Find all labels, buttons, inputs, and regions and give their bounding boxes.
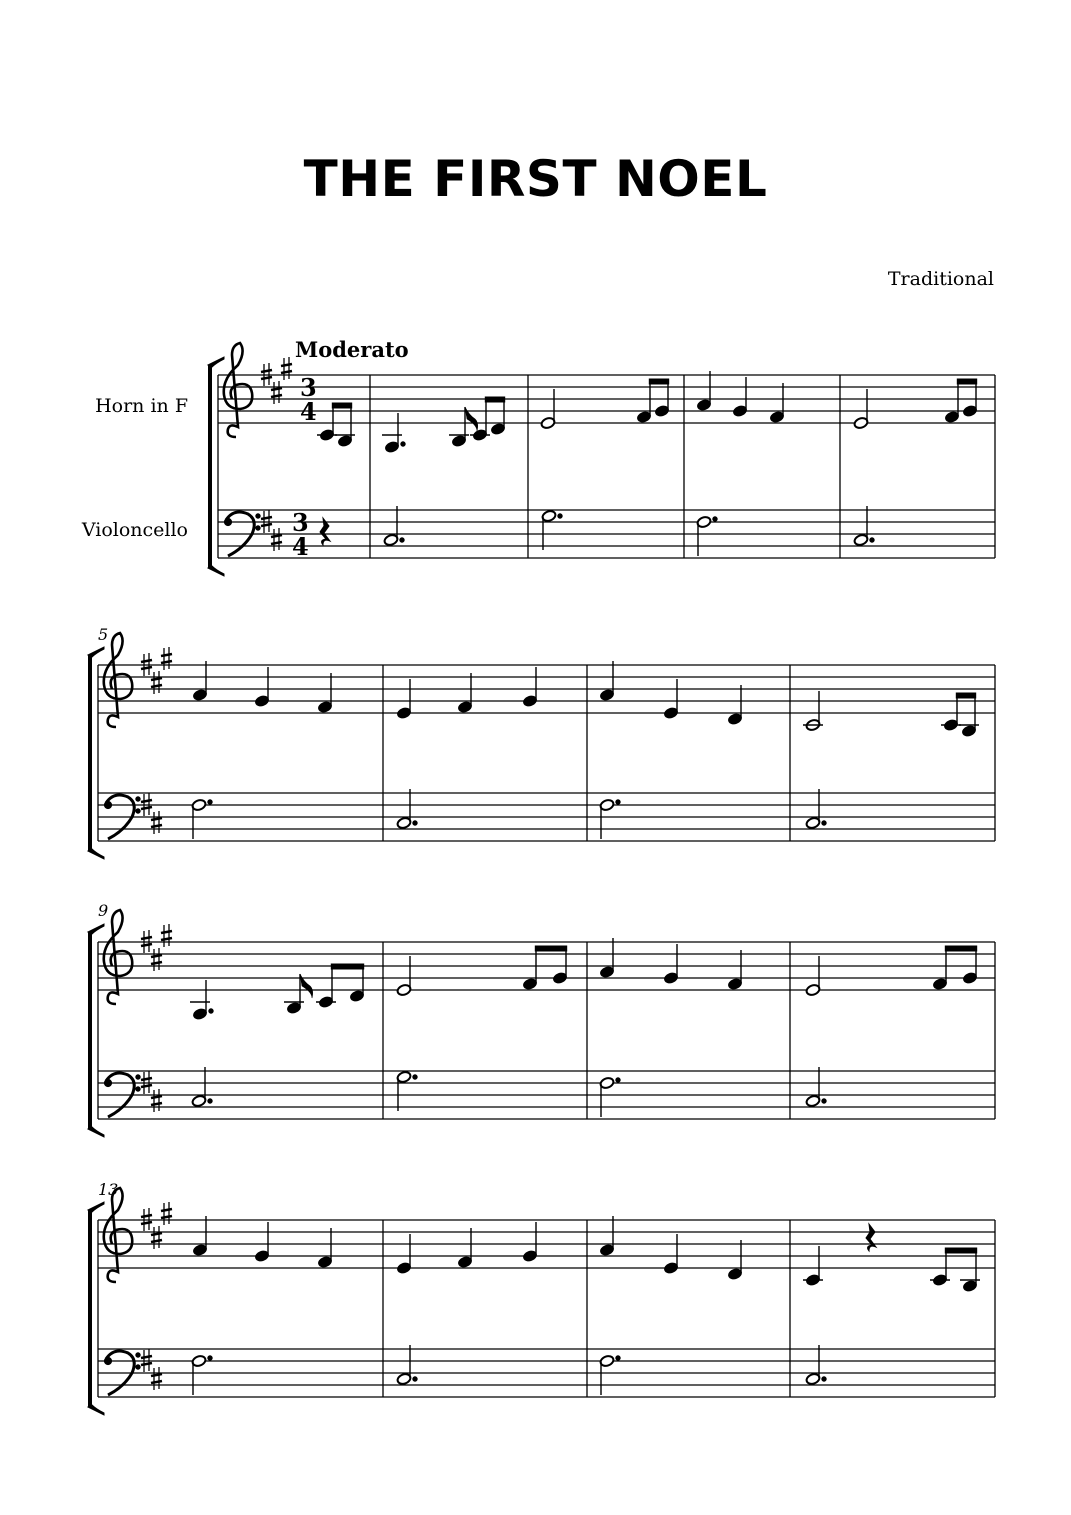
beam	[956, 693, 975, 698]
augmentation-dot	[822, 821, 826, 825]
sharp-sign	[151, 1367, 162, 1390]
staff-cello	[98, 793, 995, 841]
composer-credit: Traditional	[887, 268, 994, 290]
bracket-hook-bottom	[208, 566, 224, 576]
staff-horn	[218, 375, 995, 423]
instrument-label-horn: Horn in F	[95, 395, 188, 417]
augmentation-dot	[616, 800, 620, 804]
beam	[485, 397, 504, 402]
system-2-notes	[191, 661, 979, 839]
system-bracket	[208, 365, 212, 568]
augmentation-dot	[616, 1078, 620, 1082]
time-signature-top: 3	[300, 373, 317, 402]
beam	[331, 964, 363, 969]
sharp-sign	[271, 528, 282, 551]
augmentation-dot	[713, 517, 717, 521]
beam	[945, 946, 976, 951]
time-signature-bottom: 4	[292, 532, 309, 561]
tempo-marking: Moderato	[295, 337, 409, 362]
sharp-sign	[161, 1202, 172, 1225]
system-4-notes	[191, 1216, 980, 1395]
sharp-sign	[151, 1226, 162, 1249]
augmentation-dot	[413, 1075, 417, 1079]
augmentation-dot	[209, 1009, 213, 1013]
augmentation-dot	[208, 1099, 212, 1103]
bracket-hook-top	[88, 1202, 104, 1212]
sharp-sign	[161, 647, 172, 670]
bracket-hook-top	[88, 647, 104, 657]
score-system-4	[88, 1188, 995, 1415]
beam	[332, 403, 351, 408]
augmentation-dot	[208, 800, 212, 804]
staff-cello	[218, 510, 995, 558]
quarter-rest	[866, 1224, 876, 1251]
page-title: THE FIRST NOEL	[303, 150, 768, 208]
score-system-1	[208, 343, 995, 576]
augmentation-dot	[822, 1377, 826, 1381]
augmentation-dot	[413, 1377, 417, 1381]
staff-cello	[98, 1349, 995, 1397]
bracket-hook-top	[208, 357, 224, 367]
augmentation-dot	[400, 538, 404, 542]
score-system-2	[88, 633, 995, 859]
beam	[649, 379, 668, 384]
staff-cello	[98, 1071, 995, 1119]
system-bracket	[88, 655, 92, 851]
augmentation-dot	[401, 442, 405, 446]
beam	[535, 946, 566, 951]
measure-number-13: 13	[98, 1180, 119, 1199]
sharp-sign	[151, 671, 162, 694]
staff-horn	[98, 1220, 995, 1268]
system-bracket	[88, 932, 92, 1129]
beam	[957, 379, 976, 384]
augmentation-dot	[616, 1356, 620, 1360]
system-3-notes	[190, 938, 978, 1117]
augmentation-dot	[208, 1356, 212, 1360]
augmentation-dot	[558, 514, 562, 518]
sharp-sign	[151, 1089, 162, 1112]
measure-number-5: 5	[98, 625, 109, 644]
augmentation-dot	[413, 821, 417, 825]
sharp-sign	[161, 924, 172, 947]
time-signature-bottom: 4	[300, 397, 317, 426]
staff-horn	[98, 665, 995, 713]
sharp-sign	[281, 357, 292, 380]
sharp-sign	[151, 811, 162, 834]
bracket-hook-top	[88, 924, 104, 934]
sharp-sign	[151, 948, 162, 971]
beam	[945, 1248, 976, 1253]
measure-number-9: 9	[98, 901, 109, 920]
time-signature-top: 3	[292, 508, 309, 537]
system-bracket	[88, 1210, 92, 1407]
bracket-hook-bottom	[88, 849, 104, 859]
instrument-label-cello: Violoncello	[81, 519, 188, 541]
augmentation-dot	[870, 538, 874, 542]
bracket-hook-bottom	[88, 1127, 104, 1137]
augmentation-dot	[822, 1099, 826, 1103]
sharp-sign	[271, 381, 282, 404]
score-system-3	[88, 910, 995, 1137]
bracket-hook-bottom	[88, 1405, 104, 1415]
